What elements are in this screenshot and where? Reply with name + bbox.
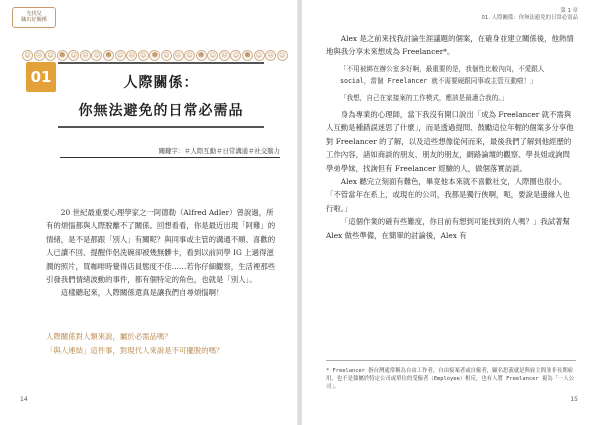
footnote: * Freelancer 指台灣通常稱為自由工作者，自由接案者或自僱者，顧名思義就是與雇主間並非長期雇用，也不是隸屬於特定公司或單位的受僱者（Employee）相反，也有人將 Freelancer 視為「一人公司」。 xyxy=(326,360,576,391)
left-page xyxy=(0,0,298,425)
face-icon: ☺ xyxy=(207,50,218,61)
face-icon: ☺ xyxy=(138,50,149,61)
face-icon: ☻ xyxy=(57,50,68,61)
face-icon: ☺ xyxy=(68,50,79,61)
quote: 「不用被綁在辦公室多好啊，最重要的是，我個性比較內向，不愛跟人 social，當個 Freelancer 就不需要硬跟同事或主管互動啦！」 xyxy=(340,64,545,86)
right-page xyxy=(302,0,600,425)
body-paragraph: Alex 是之前來找我討論生涯議題的個案，在確身並建立關係後，他熱情地與我分享未來想成為 Freelancer*。 xyxy=(326,34,574,57)
face-icon: ☺ xyxy=(22,50,33,61)
body-paragraph: 這樣聽起來，人際關係還真是讓我們自尋煩惱啊！ xyxy=(60,288,224,298)
page-number-right: 15 xyxy=(570,396,578,403)
quote: 「我想，自己在家接案的工作模式，應該是最適合我的。」 xyxy=(340,93,509,102)
chapter-title xyxy=(58,62,264,128)
question: 「與人連結」這件事，對現代人來說是不可擺脫的嗎？ xyxy=(46,346,224,355)
body-paragraph: Alex 聽完立刻面有難色，畢竟他本來就不喜歡社交，人際圈也很小。「不管當年在系上，或現在的公司，我都是獨行俠啊，呃，要說是邊緣人也行啦。」 xyxy=(326,177,570,213)
reflection-questions xyxy=(46,330,278,358)
body-paragraph: 「這個作業的確有些難度，你目前有想到可能找到的人嗎？」我試著幫 Alex 做些準備，在簡單的討論後，Alex 有 xyxy=(326,217,570,240)
face-icon: ☹ xyxy=(173,50,184,61)
face-icon: ☹ xyxy=(265,50,276,61)
question: 人際關係對人類來說，屬於必需品嗎？ xyxy=(46,332,172,341)
left-body xyxy=(46,206,278,300)
right-body xyxy=(326,32,576,242)
series-badge-line1: 光找兒 xyxy=(26,11,42,17)
keywords: 關鍵字：＃人際互動＃日常溝通＃社交腦力 xyxy=(60,146,280,158)
face-icon: ☺ xyxy=(230,50,241,61)
face-icon: ☺ xyxy=(161,50,172,61)
face-icon: ☺ xyxy=(115,50,126,61)
face-icon: ☻ xyxy=(103,50,114,61)
face-icon: ☹ xyxy=(219,50,230,61)
body-paragraph: 身為專業的心理師，當下我沒有開口說出「成為 Freelancer 就不需與人互動是種錯誤迷思了什麼」，而是透過提問、鼓勵這位年輕的個案多分享他對 Freelancer 的了解，以及這些想像從何而來，最後我們了解到他經歷的工作內容，諸如商談的朋友、朋友的朋友，網路論壇的觀察、學長姐或詢問學弟學妹，找詢但有 Freelancer 經驗的人，做個落實訪談。 xyxy=(326,110,574,173)
face-icon: ☺ xyxy=(277,50,288,61)
face-icon: ☺ xyxy=(45,50,56,61)
face-icon: ☺ xyxy=(254,50,265,61)
series-badge xyxy=(12,7,56,28)
series-badge-line2: 職出好關係 xyxy=(21,17,47,24)
face-icon: ☺ xyxy=(184,50,195,61)
face-icon: ☹ xyxy=(34,50,45,61)
running-head xyxy=(481,8,578,22)
running-head-title: 01. 人際關係：你無法避免的日常必需品 xyxy=(481,15,578,21)
face-icon: ☻ xyxy=(149,50,160,61)
body-paragraph: 20 世紀最重要心理學家之一阿德勒（Alfred Adler）曾說過，所有的煩惱都與人際脫離不了關係。回想看看，你是最近出現「阿雞」的情緒，是不是都跟「別人」有關呢？與同事或主管的溝通不順、喜歡的人已讀不回、提醒伴侶洗碗卻被幾無髒卡，看到以前同學 IG 上過得滋潤的照片，買咖啡時覺得店員態度不佳……若你仔細觀察，生活裡那些引發我們情緒波動的事件，都有個特定的角色，也就是「別人」。 xyxy=(46,208,276,285)
chapter-number: 01 xyxy=(26,62,56,92)
running-head-chapter: 第 1 章 xyxy=(560,8,578,14)
face-icon: ☺ xyxy=(91,50,102,61)
face-icon: ☹ xyxy=(80,50,91,61)
chapter-title-line2: 你無法避免的日常必需品 xyxy=(78,103,244,119)
chapter-title-line1: 人際關係： xyxy=(123,75,199,91)
page-number-left: 14 xyxy=(20,396,28,403)
face-icon: ☻ xyxy=(242,50,253,61)
face-icon: ☹ xyxy=(126,50,137,61)
face-icon: ☻ xyxy=(196,50,207,61)
